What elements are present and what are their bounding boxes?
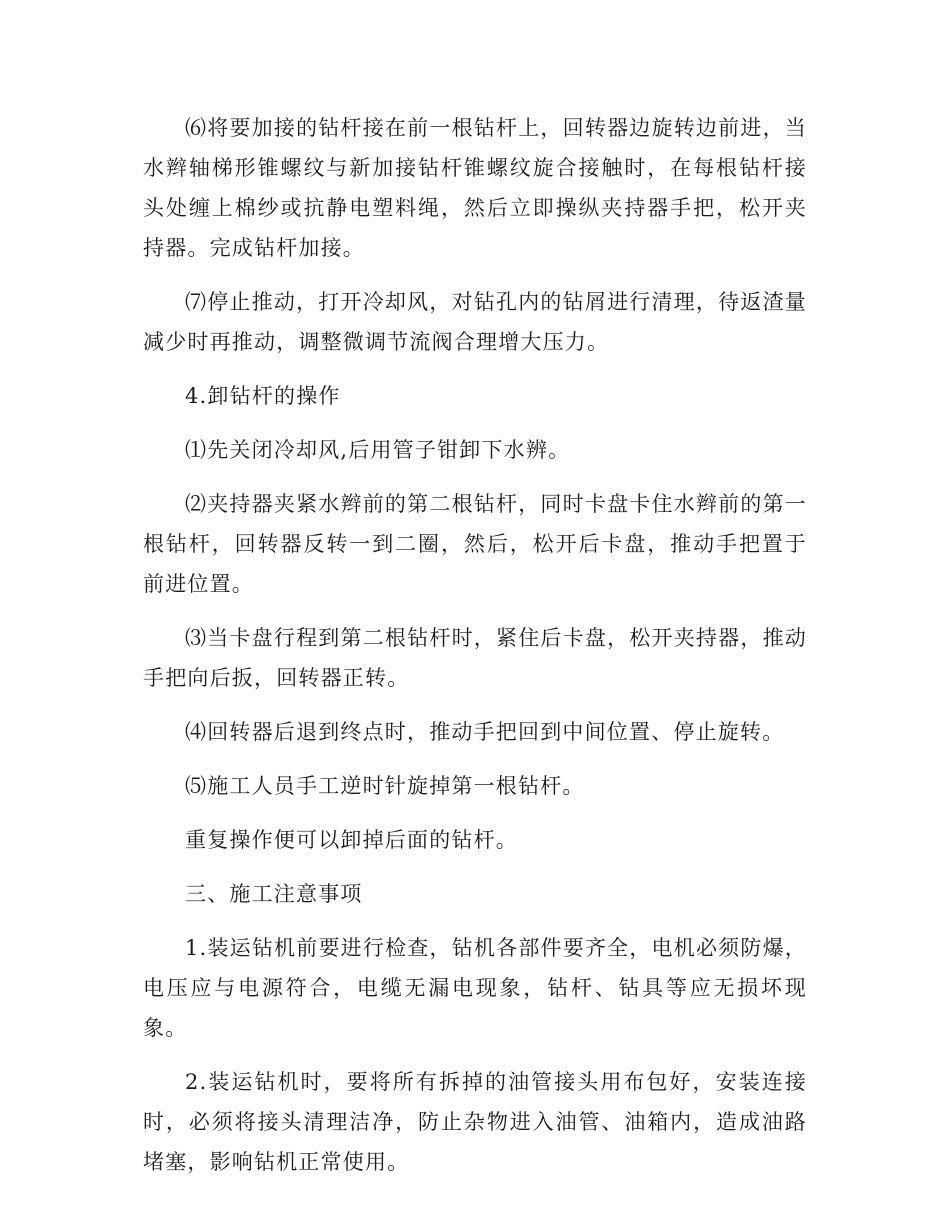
paragraph-repeat-operation: 重复操作便可以卸掉后面的钻杆。 [185,828,518,852]
paragraph-unload-step-1: ⑴先关闭冷却风,后用管子钳卸下水辨。 [185,438,571,462]
paragraph-unload-step-4: ⑷回转器后退到终点时，推动手把回到中间位置、停止旋转。 [185,720,785,744]
section-heading-precautions: 三、施工注意事项 [185,882,363,906]
document-body [143,108,807,1196]
paragraph-step-6-add-drill-rod: ⑹将要加接的钻杆接在前一根钻杆上，回转器边旋转边前进，当水辫轴梯形锥螺纹与新加接钻杆锥螺纹旋合接触时，在每根钻杆接头处缠上棉纱或抗静电塑料绳，然后立即操纵夹持器手把，松开夹持器。完成钻杆加接。 [143,116,807,260]
paragraph-unload-step-2: ⑵夹持器夹紧水辫前的第二根钻杆，同时卡盘卡住水辫前的第一根钻杆，回转器反转一到二圈，然后，松开后卡盘，推动手把置于前进位置。 [143,492,807,596]
paragraph-unload-step-3: ⑶当卡盘行程到第二根钻杆时，紧住后卡盘，松开夹持器，推动手把向后扳，回转器正转。 [143,626,807,690]
paragraph-precaution-1: 1.装运钻机前要进行检查，钻机各部件要齐全，电机必须防爆，电压应与电源符合，电缆无漏电现象，钻杆、钻具等应无损坏现象。 [143,936,807,1040]
paragraph-unload-step-5: ⑸施工人员手工逆时针旋掉第一根钻杆。 [185,774,585,798]
paragraph-step-7-cooling: ⑺停止推动，打开冷却风，对钻孔内的钻屑进行清理，待返渣量减少时再推动，调整微调节流阀合理增大压力。 [143,290,807,354]
paragraph-precaution-2: 2.装运钻机时，要将所有拆掉的油管接头用布包好，安装连接时，必须将接头清理洁净，防止杂物进入油管、油箱内，造成油路堵塞，影响钻机正常使用。 [143,1070,807,1174]
section-heading-unload-rod: 4.卸钻杆的操作 [185,384,341,408]
